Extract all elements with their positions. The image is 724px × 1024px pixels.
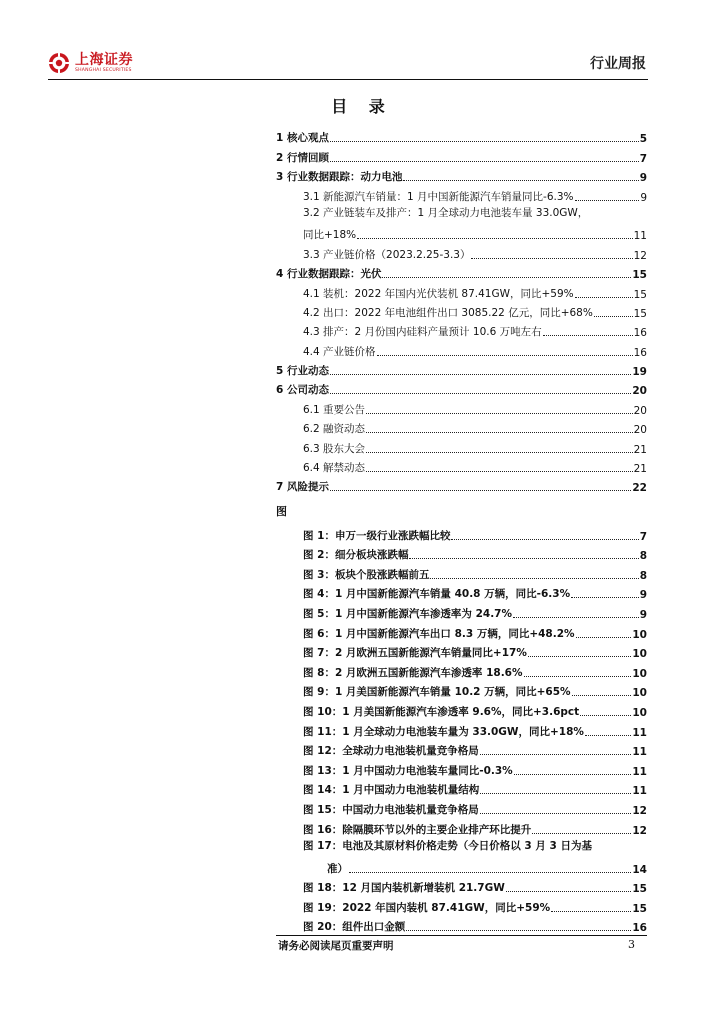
leader-dots: [524, 676, 632, 677]
leader-dots: [551, 911, 631, 912]
figure-entry-text: 图 14：1 月中国动力电池装机量结构: [303, 784, 480, 797]
leader-dots: [330, 141, 639, 142]
report-type-label: 行业周报: [590, 56, 646, 72]
toc-entry-text: 3.3 产业链价格（2023.2.25-3.3）: [303, 248, 471, 261]
leader-dots: [403, 180, 638, 181]
company-logo: [48, 52, 133, 74]
toc-subentry[interactable]: [276, 339, 647, 358]
figure-entry[interactable]: [303, 778, 647, 798]
figure-entry-page: 8: [639, 550, 647, 563]
table-of-contents: [276, 126, 647, 494]
leader-dots: [330, 374, 631, 375]
figure-entry-text: 图 20：组件出口金额: [303, 921, 406, 934]
figure-entry-text: 图 10：1 月美国新能源汽车渗透率 9.6%，同比+3.6pct: [303, 705, 580, 718]
toc-title: 目 录: [331, 97, 393, 116]
toc-entry-text: 2 行情回顾: [276, 151, 329, 164]
figure-entry-text: 图 5：1 月中国新能源汽车渗透率为 24.7%: [303, 607, 513, 620]
figure-entry-page: 12: [632, 804, 647, 817]
toc-entry-page: 21: [633, 443, 647, 456]
figure-entry-page: 7: [639, 530, 647, 543]
footer-disclaimer: 请务必阅读尾页重要声明: [278, 940, 394, 952]
toc-entry-page: 11: [633, 230, 647, 243]
figure-entry-text: 图 4：1 月中国新能源汽车销量 40.8 万辆，同比-6.3%: [303, 588, 571, 601]
figure-entry-text: 图 11：1 月全球动力电池装车量为 33.0GW，同比+18%: [303, 725, 584, 738]
leader-dots: [377, 355, 633, 356]
header-divider: [48, 79, 648, 80]
leader-dots: [480, 754, 632, 755]
toc-entry-page: 22: [632, 482, 647, 495]
toc-entry-text: 7 风险提示: [276, 481, 329, 494]
logo-chinese-name: 上海证券: [75, 51, 133, 68]
figure-entry-page: 8: [639, 569, 647, 582]
leader-dots: [357, 238, 632, 239]
leader-dots: [532, 833, 631, 834]
figure-entry-text: 图 13：1 月中国动力电池装车量同比-0.3%: [303, 764, 513, 777]
toc-entry-page: 5: [639, 133, 647, 146]
figure-entry[interactable]: [303, 895, 647, 915]
figure-entry-text: 图 17：电池及其原材料价格走势（今日价格以 3 月 3 日为基: [303, 839, 593, 852]
leader-dots: [585, 735, 631, 736]
figure-entry-text: 图 19：2022 年国内装机 87.41GW，同比+59%: [303, 901, 551, 914]
toc-subentry[interactable]: [276, 417, 647, 436]
figure-entry[interactable]: [303, 699, 647, 719]
toc-entry-text: 4.4 产业链价格: [303, 345, 376, 358]
toc-entry[interactable]: [276, 145, 647, 164]
toc-entry[interactable]: [276, 359, 647, 378]
figure-entry-text: 图 1：申万一级行业涨跌幅比较: [303, 529, 451, 542]
toc-entry-page: 9: [639, 172, 647, 185]
figure-entry[interactable]: [303, 621, 647, 641]
figure-entry-text: 图 3：板块个股涨跌幅前五: [303, 568, 430, 581]
logo-english-name: SHANGHAI SECURITIES: [75, 67, 132, 73]
figure-entry-page: 10: [632, 706, 647, 719]
figure-entry-page: 11: [632, 785, 647, 798]
toc-entry-page: 12: [633, 249, 647, 262]
leader-dots: [330, 161, 639, 162]
toc-entry-page: 20: [633, 424, 647, 437]
figure-entry[interactable]: [303, 817, 647, 837]
leader-dots: [480, 793, 631, 794]
toc-entry-text: 3 行业数据跟踪：动力电池: [276, 171, 403, 184]
toc-entry-page: 19: [632, 366, 647, 379]
leader-dots: [366, 471, 633, 472]
leader-dots: [580, 715, 631, 716]
figure-entry-page: 15: [632, 902, 647, 915]
figure-entry[interactable]: [303, 739, 647, 759]
toc-entry-page: 20: [632, 385, 647, 398]
leader-dots: [480, 813, 632, 814]
leader-dots: [430, 578, 638, 579]
figure-entry[interactable]: [303, 582, 647, 602]
toc-subentry[interactable]: [276, 242, 647, 261]
toc-entry-text: 4.3 排产：2 月份国内硅料产量预计 10.6 万吨左右: [303, 326, 542, 339]
leader-dots: [576, 637, 632, 638]
leader-dots: [575, 297, 633, 298]
toc-entry-page: 15: [633, 307, 647, 320]
figure-entry-page: 11: [632, 765, 647, 778]
figure-entry[interactable]: [303, 641, 647, 661]
figure-entry[interactable]: [303, 562, 647, 582]
toc-entry-text: 3.2 产业链装车及排产：1 月全球动力电池装车量 33.0GW，: [303, 206, 589, 219]
figure-entry[interactable]: [303, 797, 647, 817]
toc-entry[interactable]: [276, 165, 647, 184]
toc-entry-text: 4.1 装机：2022 年国内光伏装机 87.41GW，同比+59%: [303, 287, 574, 300]
figure-entry-page: 9: [639, 608, 647, 621]
toc-entry-text: 6.4 解禁动态: [303, 462, 366, 475]
toc-subentry[interactable]: [276, 456, 647, 475]
leader-dots: [594, 316, 633, 317]
footer-divider: [276, 935, 647, 936]
figure-entry-page: 16: [632, 922, 647, 935]
figure-entry-text: 图 16：除隔膜环节以外的主要企业排产环比提升: [303, 823, 532, 836]
leader-dots: [451, 539, 638, 540]
toc-entry-page: 20: [633, 404, 647, 417]
figure-entry-page: 15: [632, 883, 647, 896]
toc-entry[interactable]: [276, 475, 647, 494]
toc-entry-text: 6.2 融资动态: [303, 423, 366, 436]
figure-entry-text: 图 9：1 月美国新能源汽车销量 10.2 万辆，同比+65%: [303, 686, 571, 699]
toc-subentry[interactable]: [276, 204, 647, 243]
leader-dots: [471, 258, 632, 259]
toc-entry[interactable]: [276, 262, 647, 281]
figure-entry-text-continued: 准）: [327, 862, 348, 875]
figure-entry[interactable]: [303, 758, 647, 778]
figure-entry-page: 12: [632, 824, 647, 837]
figure-entry[interactable]: [303, 523, 647, 543]
toc-subentry[interactable]: [276, 397, 647, 416]
toc-subentry[interactable]: [276, 184, 647, 203]
figure-entry-text: 图 8：2 月欧洲五国新能源汽车渗透率 18.6%: [303, 666, 523, 679]
leader-dots: [571, 597, 639, 598]
page-header: [48, 52, 648, 82]
leader-dots: [409, 558, 638, 559]
leader-dots: [575, 200, 640, 201]
figure-entry[interactable]: [303, 876, 647, 896]
leader-dots: [349, 872, 631, 873]
figure-entry-page: 14: [632, 863, 647, 876]
figure-entry-text: 图 15：中国动力电池装机量竞争格局: [303, 803, 479, 816]
leader-dots: [514, 774, 632, 775]
toc-entry-text: 1 核心观点: [276, 132, 329, 145]
figure-entry-text: 图 7：2 月欧洲五国新能源汽车销量同比+17%: [303, 647, 527, 660]
toc-entry-page: 21: [633, 463, 647, 476]
figure-list: [303, 523, 647, 934]
toc-entry-page: 15: [633, 288, 647, 301]
leader-dots: [330, 490, 631, 491]
leader-dots: [366, 452, 633, 453]
toc-entry-text-continued: 同比+18%: [303, 229, 357, 242]
figure-entry-page: 11: [632, 746, 647, 759]
figure-entry-page: 10: [632, 687, 647, 700]
toc-entry-page: 15: [632, 269, 647, 282]
toc-entry-text: 3.1 新能源汽车销量：1 月中国新能源汽车销量同比-6.3%: [303, 190, 574, 203]
figure-list-heading: 图: [276, 505, 287, 518]
leader-dots: [528, 656, 632, 657]
figure-entry[interactable]: [303, 660, 647, 680]
toc-entry-text: 6.1 重要公告: [303, 403, 366, 416]
figure-entry[interactable]: [303, 837, 647, 876]
toc-entry[interactable]: [276, 126, 647, 145]
leader-dots: [382, 277, 631, 278]
toc-entry-page: 16: [633, 327, 647, 340]
toc-entry-text: 6.3 股东大会: [303, 442, 366, 455]
leader-dots: [513, 617, 639, 618]
leader-dots: [330, 393, 631, 394]
figure-entry[interactable]: [303, 915, 647, 935]
toc-entry-page: 16: [633, 346, 647, 359]
company-logo-icon: [48, 52, 70, 74]
toc-subentry[interactable]: [276, 320, 647, 339]
figure-entry-page: 10: [632, 628, 647, 641]
toc-entry-text: 4.2 出口：2022 年电池组件出口 3085.22 亿元，同比+68%: [303, 306, 593, 319]
toc-subentry[interactable]: [276, 281, 647, 300]
toc-entry-text: 5 行业动态: [276, 365, 329, 378]
leader-dots: [406, 930, 631, 931]
figure-entry[interactable]: [303, 601, 647, 621]
figure-entry-text: 图 2：细分板块涨跌幅: [303, 549, 409, 562]
figure-entry-text: 图 12：全球动力电池装机量竞争格局: [303, 745, 479, 758]
leader-dots: [366, 432, 633, 433]
leader-dots: [572, 695, 632, 696]
leader-dots: [506, 891, 632, 892]
toc-subentry[interactable]: [276, 301, 647, 320]
toc-entry-text: 4 行业数据跟踪：光伏: [276, 268, 382, 281]
toc-entry-page: 7: [639, 152, 647, 165]
figure-entry-text: 图 6：1 月中国新能源汽车出口 8.3 万辆，同比+48.2%: [303, 627, 575, 640]
figure-entry-page: 11: [632, 726, 647, 739]
toc-entry[interactable]: [276, 378, 647, 397]
figure-entry-page: 10: [632, 667, 647, 680]
figure-entry[interactable]: [303, 543, 647, 563]
toc-entry-page: 9: [640, 191, 647, 204]
figure-entry[interactable]: [303, 680, 647, 700]
figure-entry-text: 图 18：12 月国内装机新增装机 21.7GW: [303, 882, 505, 895]
toc-subentry[interactable]: [276, 436, 647, 455]
leader-dots: [366, 413, 633, 414]
page-number: 3: [628, 938, 635, 951]
figure-entry[interactable]: [303, 719, 647, 739]
figure-entry-page: 9: [639, 589, 647, 602]
figure-entry-page: 10: [632, 648, 647, 661]
toc-entry-text: 6 公司动态: [276, 384, 329, 397]
leader-dots: [543, 335, 633, 336]
